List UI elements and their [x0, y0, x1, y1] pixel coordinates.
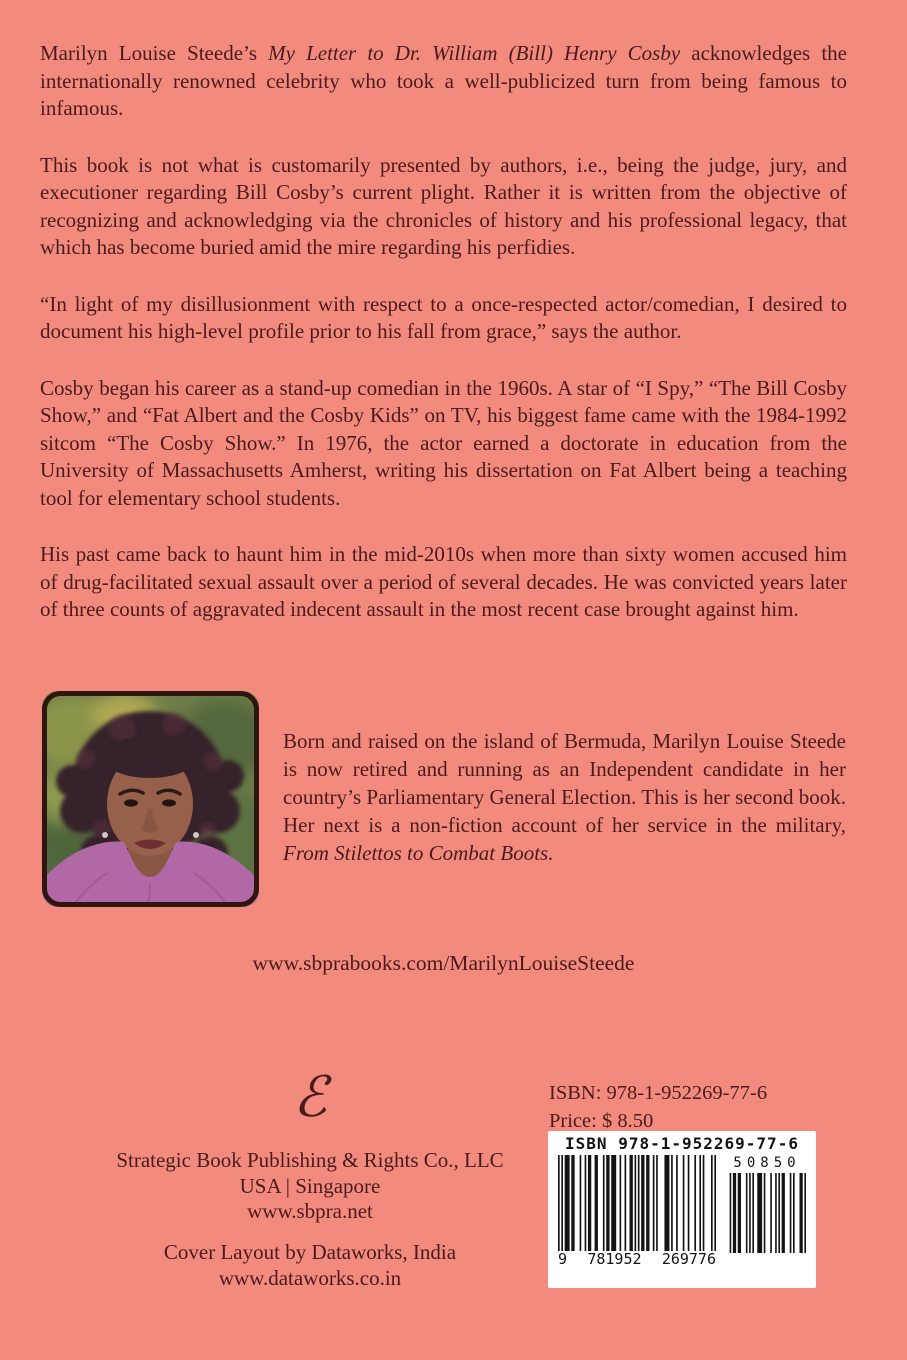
barcode-supplement	[728, 1155, 806, 1267]
publisher-name: Strategic Book Publishing & Rights Co., LLC	[116, 1148, 504, 1172]
publisher-logo-icon: ℰ	[293, 1065, 327, 1130]
barcode-supplement-digits: 50850	[733, 1155, 801, 1171]
author-portrait-image	[42, 691, 259, 907]
barcode-bars-row	[556, 1155, 808, 1267]
synopsis-paragraph: Marilyn Louise Steede’s My Letter to Dr. William (Bill) Henry Cosby acknowledges the internationally renowned celebrity who took a well-publicized turn from being famous to infamous.	[40, 41, 847, 120]
cover-credit-block	[100, 1240, 520, 1291]
barcode-main	[558, 1155, 716, 1267]
barcode-digit-group: 781952	[587, 1250, 642, 1268]
ean5-supplement-barcode	[728, 1173, 806, 1253]
barcode-digit-group: 269776	[661, 1250, 716, 1268]
cover-credit-website: www.dataworks.co.in	[218, 1265, 402, 1290]
cover-credit: Cover Layout by Dataworks, India	[163, 1240, 457, 1264]
synopsis-paragraph: His past came back to haunt him in the mid-2010s when more than sixty women accused him of drug-facilitated sexual assault over a period of several decades. He was convicted years later of three counts of aggravated indecent assault in the most recent case brought against him.	[40, 542, 847, 621]
author-photo	[42, 691, 259, 907]
publisher-website: www.sbpra.net	[247, 1199, 373, 1223]
barcode-digit-group: 9	[558, 1250, 568, 1268]
synopsis-paragraph: “In light of my disillusionment with respect to a once-respected actor/comedian, I desired to document his high-level profile prior to his fall from grace,” says the author.	[40, 291, 847, 343]
publisher-block	[100, 1148, 520, 1225]
ean13-barcode	[558, 1155, 716, 1251]
isbn-price-block	[549, 1080, 767, 1135]
price-line: Price: $ 8.50	[549, 1109, 654, 1132]
author-section	[42, 691, 847, 907]
barcode-isbn-label: ISBN 978-1-952269-77-6	[565, 1134, 799, 1153]
publisher-locations: USA | Singapore	[239, 1173, 381, 1198]
synopsis-paragraph: Cosby began his career as a stand-up comedian in the 1960s. A star of “I Spy,” “The Bill Cosby Show,” and “Fat Albert and the Cosby Kids” on TV, his biggest fame came with the 1984-1992 sitcom “The Cosby Show.” In 1976, the actor earned a doctorate in education from the University of Massachusetts Amherst, writing his dissertation on Fat Albert being a teaching tool for elementary school students.	[40, 375, 847, 510]
book-website-url: www.sbprabooks.com/MarilynLouiseSteede	[252, 951, 635, 975]
author-bio: Born and raised on the island of Bermuda, Marilyn Louise Steede is now retired and running as an Independent candidate in her country’s Parliamentary General Election. This is her second book. Her next is a non-fiction account of her service in the military, From Stilettos to Combat Boots.	[283, 729, 846, 865]
isbn-line: ISBN: 978-1-952269-77-6	[549, 1082, 768, 1104]
synopsis-text	[40, 40, 847, 653]
synopsis-paragraph: This book is not what is customarily presented by authors, i.e., being the judge, jury, and executioner regarding Bill Cosby’s current plight. Rather it is written from the objective of recognizing and acknowledging via the chronicles of history and his professional legacy, that which has become buried amid the mire regarding his perfidies.	[40, 152, 847, 259]
barcode-panel	[548, 1131, 816, 1288]
barcode-digits	[558, 1251, 716, 1267]
